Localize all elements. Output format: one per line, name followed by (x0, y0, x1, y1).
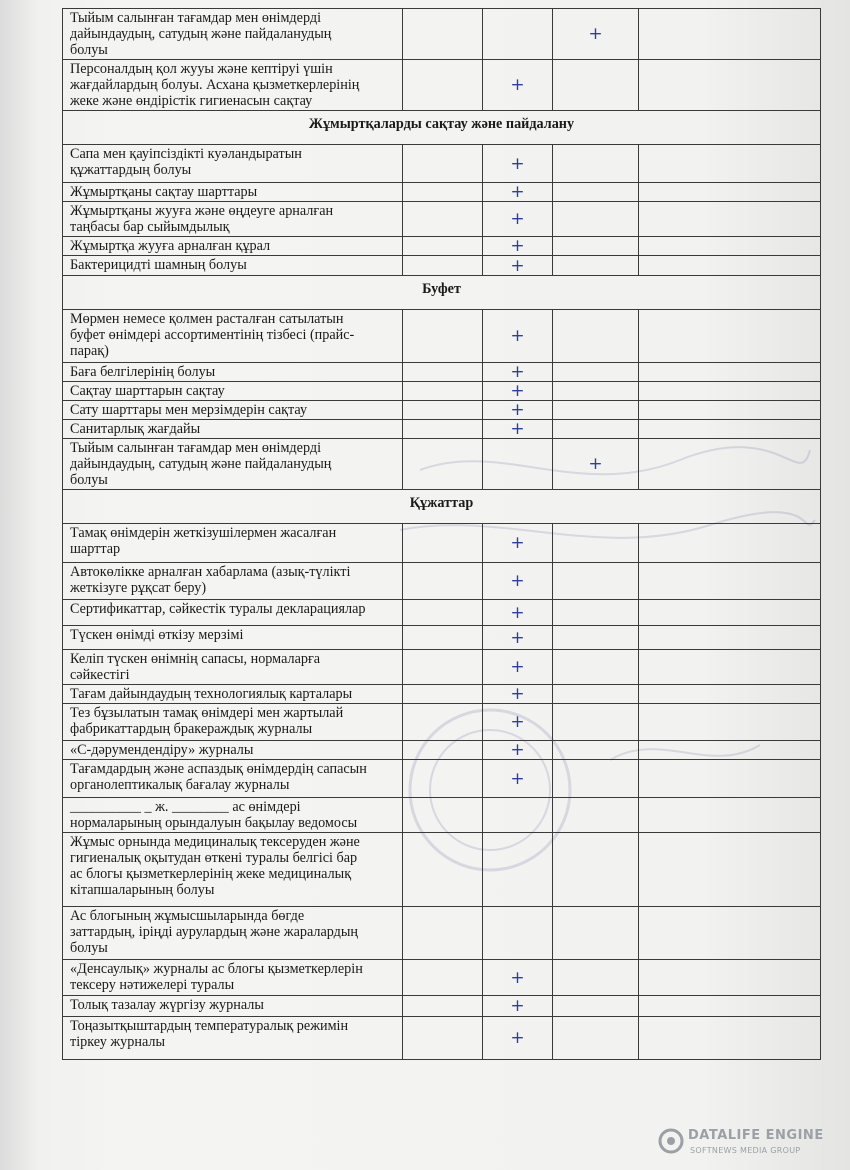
empty-cell (639, 310, 821, 363)
requirement-line: болуы (70, 42, 108, 58)
requirement-text (63, 600, 403, 626)
requirement-line: Мөрмен немесе қолмен расталған сатылатын (70, 311, 344, 327)
empty-cell (639, 202, 821, 237)
checklist-row (63, 363, 821, 382)
checkmark-cell: + (483, 363, 553, 382)
empty-cell (553, 650, 639, 685)
empty-cell (639, 741, 821, 760)
requirement-text (63, 704, 403, 741)
requirement-line: Бактерицидті шамның болуы (70, 257, 247, 273)
empty-cell (553, 600, 639, 626)
empty-cell (403, 833, 483, 907)
checkmark-cell: + (483, 704, 553, 741)
requirement-line: құжаттардың болуы (70, 162, 192, 178)
requirement-text (63, 9, 403, 60)
empty-cell (403, 363, 483, 382)
empty-cell (403, 704, 483, 741)
requirement-line: таңбасы бар сыйымдылық (70, 219, 230, 235)
requirement-line: буфет өнімдері ассортиментінің тізбесі (прайс- (70, 327, 355, 343)
empty-cell (639, 183, 821, 202)
empty-cell (403, 382, 483, 401)
requirement-line: Тыйым салынған тағамдар мен өнімдерді (70, 440, 322, 456)
requirement-line: Тоңазытқыштардың температуралық режимін (70, 1018, 349, 1034)
requirement-text (63, 382, 403, 401)
checkmark-cell: + (483, 382, 553, 401)
checklist-row (63, 202, 821, 237)
requirement-text (63, 310, 403, 363)
empty-cell (403, 183, 483, 202)
section-header-row (63, 490, 821, 524)
requirement-line: Сапа мен қауіпсіздікті куәландыратын (70, 146, 302, 162)
empty-cell (553, 363, 639, 382)
requirement-text (63, 202, 403, 237)
requirement-text (63, 996, 403, 1017)
checklist-row (63, 524, 821, 563)
checklist-row (63, 183, 821, 202)
empty-cell (403, 960, 483, 996)
checkmark-cell: + (483, 524, 553, 563)
empty-cell (639, 600, 821, 626)
empty-cell (639, 439, 821, 490)
empty-cell (553, 183, 639, 202)
empty-cell (403, 650, 483, 685)
checkmark-cell: + (553, 9, 639, 60)
requirement-line: Персоналдың қол жууы және кептіруі үшін (70, 61, 333, 77)
empty-cell (553, 907, 639, 960)
requirement-text (63, 363, 403, 382)
checkmark-cell: + (483, 310, 553, 363)
empty-cell (639, 524, 821, 563)
empty-cell (553, 760, 639, 798)
requirement-line: Тез бұзылатын тамақ өнімдері мен жартылай (70, 705, 344, 721)
requirement-line: кітапшаларының болуы (70, 882, 215, 898)
requirement-line: гигиеналық оқытудан өткені туралы белгісі бар (70, 850, 358, 866)
checkmark-cell: + (483, 685, 553, 704)
requirement-line: болуы (70, 472, 108, 488)
empty-cell (483, 833, 553, 907)
empty-cell (553, 420, 639, 439)
checkmark-cell: + (483, 996, 553, 1017)
section-title: Жұмыртқаларды сақтау және пайдалану (63, 111, 821, 145)
checkmark-cell: + (483, 237, 553, 256)
inspection-checklist-table (62, 8, 821, 1060)
checklist-row (63, 833, 821, 907)
empty-cell (403, 600, 483, 626)
empty-cell (639, 563, 821, 600)
requirement-line: Толық тазалау жүргізу журналы (70, 997, 264, 1013)
requirement-line: жағдайлардың болуы. Асхана қызметкерлерінің (70, 77, 360, 93)
empty-cell (553, 798, 639, 833)
requirement-line: нормаларының орындалуын бақылау ведомосы (70, 815, 358, 831)
empty-cell (553, 145, 639, 183)
requirement-text (63, 833, 403, 907)
requirement-line: Санитарлық жағдайы (70, 421, 201, 437)
checkmark-cell: + (483, 60, 553, 111)
checklist-row (63, 760, 821, 798)
empty-cell (553, 685, 639, 704)
requirement-text (63, 960, 403, 996)
section-header-row (63, 276, 821, 310)
checkmark-cell: + (483, 760, 553, 798)
empty-cell (553, 833, 639, 907)
requirement-text (63, 401, 403, 420)
empty-cell (639, 704, 821, 741)
checklist-row (63, 798, 821, 833)
requirement-text (63, 145, 403, 183)
section-title: Құжаттар (63, 490, 821, 524)
empty-cell (403, 401, 483, 420)
empty-cell (553, 401, 639, 420)
requirement-line: сәйкестігі (70, 667, 130, 683)
checkmark-cell: + (483, 650, 553, 685)
empty-cell (553, 563, 639, 600)
empty-cell (483, 907, 553, 960)
empty-cell (553, 524, 639, 563)
empty-cell (403, 145, 483, 183)
checklist-row (63, 600, 821, 626)
empty-cell (403, 237, 483, 256)
requirement-text (63, 60, 403, 111)
empty-cell (639, 256, 821, 276)
empty-cell (639, 960, 821, 996)
empty-cell (639, 9, 821, 60)
requirement-line: Тағам дайындаудың технологиялық карталары (70, 686, 353, 702)
empty-cell (553, 1017, 639, 1060)
requirement-line: шарттар (70, 541, 121, 557)
requirement-text (63, 1017, 403, 1060)
empty-cell (639, 363, 821, 382)
checkmark-cell: + (483, 600, 553, 626)
checklist-row (63, 401, 821, 420)
requirement-line: Автокөлікке арналған хабарлама (азық-түлікті (70, 564, 351, 580)
empty-cell (553, 237, 639, 256)
requirement-line: Тыйым салынған тағамдар мен өнімдерді (70, 10, 322, 26)
datalife-watermark (658, 1124, 838, 1164)
checklist-row (63, 237, 821, 256)
requirement-line: Жұмыртқаны сақтау шарттары (70, 184, 258, 200)
requirement-text (63, 237, 403, 256)
empty-cell (639, 650, 821, 685)
empty-cell (403, 310, 483, 363)
empty-cell (639, 685, 821, 704)
empty-cell (639, 382, 821, 401)
requirement-text (63, 439, 403, 490)
section-header-row (63, 111, 821, 145)
requirement-text (63, 563, 403, 600)
requirement-line: болуы (70, 940, 108, 956)
checkmark-cell: + (483, 401, 553, 420)
checkmark-cell: + (483, 420, 553, 439)
empty-cell (639, 760, 821, 798)
empty-cell (403, 9, 483, 60)
requirement-line: Сақтау шарттарын сақтау (70, 383, 225, 399)
checklist-row (63, 960, 821, 996)
requirement-line: дайындаудың, сатудың және пайдаланудың (70, 26, 332, 42)
requirement-line: __________ _ ж. ________ ас өнімдері (70, 799, 301, 815)
requirement-text (63, 760, 403, 798)
empty-cell (403, 1017, 483, 1060)
empty-cell (553, 704, 639, 741)
requirement-text (63, 907, 403, 960)
empty-cell (483, 439, 553, 490)
checkmark-cell: + (483, 202, 553, 237)
requirement-text (63, 626, 403, 650)
watermark-title: DATALIFE ENGINE (688, 1128, 824, 1143)
empty-cell (483, 9, 553, 60)
empty-cell (403, 741, 483, 760)
checkmark-cell: + (483, 183, 553, 202)
empty-cell (403, 524, 483, 563)
requirement-line: Сертификаттар, сәйкестік туралы декларациялар (70, 601, 366, 617)
requirement-line: жеткізуге рұқсат беру) (70, 580, 207, 596)
empty-cell (403, 798, 483, 833)
requirement-line: Жұмыртқаны жууға және өңдеуге арналған (70, 203, 334, 219)
empty-cell (639, 401, 821, 420)
requirement-line: Тамақ өнімдерін жеткізушілермен жасалған (70, 525, 337, 541)
requirement-text (63, 420, 403, 439)
requirement-line: тіркеу журналы (70, 1034, 165, 1050)
checklist-row (63, 741, 821, 760)
requirement-line: Жұмыс орнында медициналық тексеруден және (70, 834, 360, 850)
checkmark-cell: + (483, 741, 553, 760)
requirement-text (63, 183, 403, 202)
empty-cell (639, 907, 821, 960)
empty-cell (403, 202, 483, 237)
checklist-row (63, 996, 821, 1017)
empty-cell (639, 60, 821, 111)
checkmark-cell: + (483, 145, 553, 183)
checklist-row (63, 145, 821, 183)
empty-cell (403, 256, 483, 276)
empty-cell (639, 145, 821, 183)
requirement-text (63, 685, 403, 704)
empty-cell (483, 798, 553, 833)
empty-cell (403, 563, 483, 600)
requirement-line: Баға белгілерінің болуы (70, 364, 216, 380)
checklist-row (63, 60, 821, 111)
empty-cell (403, 907, 483, 960)
empty-cell (403, 760, 483, 798)
empty-cell (639, 798, 821, 833)
checklist-row (63, 704, 821, 741)
requirement-text (63, 741, 403, 760)
checkmark-cell: + (483, 1017, 553, 1060)
empty-cell (403, 60, 483, 111)
requirement-line: органолептикалық бағалау журналы (70, 777, 290, 793)
empty-cell (553, 256, 639, 276)
checkmark-cell: + (483, 256, 553, 276)
requirement-text (63, 798, 403, 833)
empty-cell (639, 833, 821, 907)
empty-cell (403, 420, 483, 439)
checklist-row (63, 650, 821, 685)
requirement-line: Жұмыртқа жууға арналған құрал (70, 238, 271, 254)
requirement-line: ас блогы қызметкерлерінің жеке медициналық (70, 866, 352, 882)
checkmark-cell: + (553, 439, 639, 490)
checklist-row (63, 907, 821, 960)
requirement-line: тексеру нәтижелері туралы (70, 977, 235, 993)
checklist-row (63, 310, 821, 363)
checklist-row (63, 685, 821, 704)
requirement-text (63, 650, 403, 685)
empty-cell (553, 310, 639, 363)
checklist-row (63, 626, 821, 650)
empty-cell (553, 996, 639, 1017)
empty-cell (403, 626, 483, 650)
empty-cell (553, 626, 639, 650)
empty-cell (639, 237, 821, 256)
requirement-line: Сату шарттары мен мерзімдерін сақтау (70, 402, 308, 418)
checkmark-cell: + (483, 626, 553, 650)
requirement-text (63, 256, 403, 276)
requirement-line: «С-дәрумендендіру» журналы (70, 742, 254, 758)
empty-cell (553, 202, 639, 237)
requirement-line: парақ) (70, 343, 109, 359)
requirement-line: заттардың, іріңді аурулардың және жаралардың (70, 924, 359, 940)
empty-cell (553, 741, 639, 760)
requirement-line: Тағамдардың және аспаздық өнімдердің сапасын (70, 761, 367, 777)
checklist-row (63, 439, 821, 490)
empty-cell (639, 1017, 821, 1060)
empty-cell (639, 420, 821, 439)
empty-cell (403, 996, 483, 1017)
checkmark-cell: + (483, 563, 553, 600)
requirement-line: «Денсаулық» журналы ас блогы қызметкерлерін (70, 961, 363, 977)
requirement-line: дайындаудың, сатудың және пайдаланудың (70, 456, 332, 472)
checklist-row (63, 9, 821, 60)
requirement-line: Ас блогының жұмысшыларында бөгде (70, 908, 305, 924)
requirement-line: фабрикаттардың бракераждық журналы (70, 721, 313, 737)
checklist-body (63, 9, 821, 1060)
requirement-line: Келіп түскен өнімнің сапасы, нормаларға (70, 651, 321, 667)
empty-cell (553, 960, 639, 996)
checklist-row (63, 1017, 821, 1060)
requirement-text (63, 524, 403, 563)
checklist-row (63, 563, 821, 600)
empty-cell (639, 996, 821, 1017)
empty-cell (403, 685, 483, 704)
checkmark-cell: + (483, 960, 553, 996)
requirement-line: жеке және өндірістік гигиенасын сақтау (70, 93, 313, 109)
checklist-row (63, 256, 821, 276)
requirement-line: Түскен өнімді өткізу мерзімі (70, 627, 244, 643)
watermark-subtitle: SOFTNEWS MEDIA GROUP (690, 1146, 801, 1155)
checklist-row (63, 382, 821, 401)
empty-cell (553, 60, 639, 111)
empty-cell (553, 382, 639, 401)
empty-cell (639, 626, 821, 650)
section-title: Буфет (63, 276, 821, 310)
datalife-logo-icon (658, 1128, 684, 1154)
checklist-row (63, 420, 821, 439)
empty-cell (403, 439, 483, 490)
